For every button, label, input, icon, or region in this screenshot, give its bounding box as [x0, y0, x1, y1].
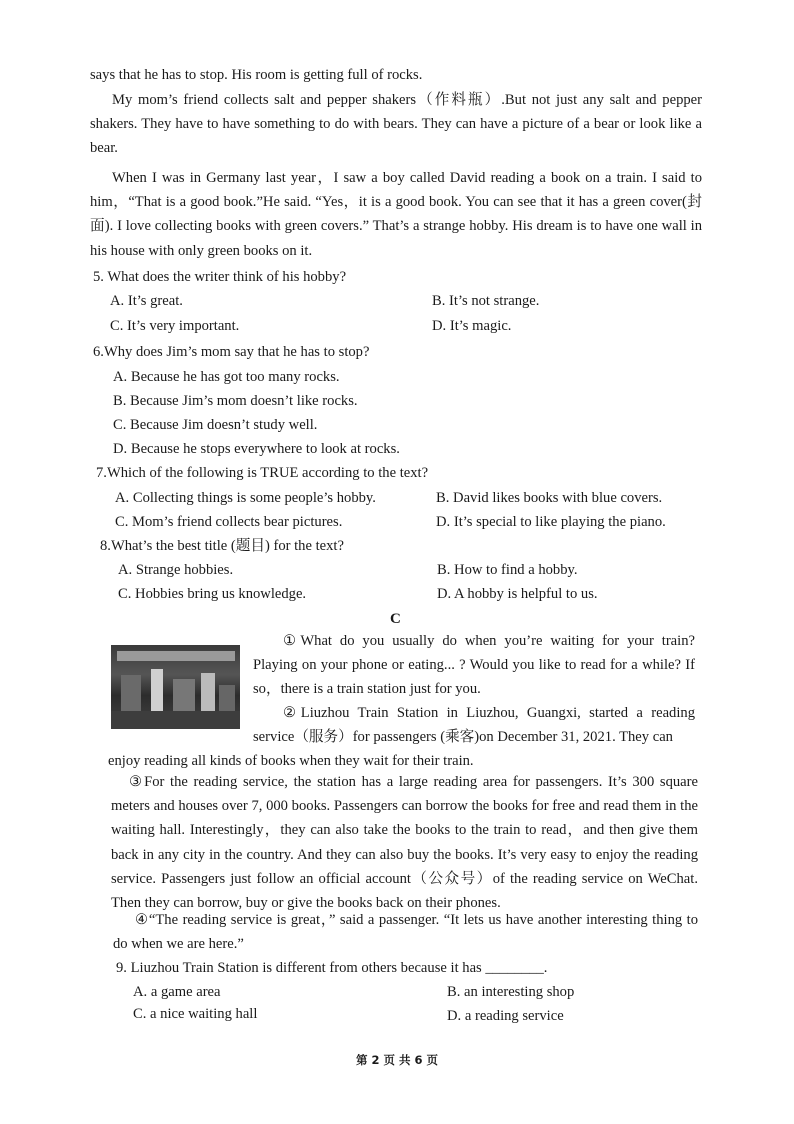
question-8-option-b: B. How to find a hobby.: [437, 562, 578, 578]
question-9-stem: 9. Liuzhou Train Station is different from others because it has ________.: [116, 960, 548, 976]
question-7-option-a: A. Collecting things is some people’s hobby.: [115, 490, 376, 506]
question-6-option-c: C. Because Jim doesn’t study well.: [113, 417, 318, 433]
question-7-option-b: B. David likes books with blue covers.: [436, 490, 663, 506]
page-number: 第 2 页 共 6 页: [355, 1053, 439, 1067]
question-8-option-c: C. Hobbies bring us knowledge.: [118, 586, 307, 602]
section-c-heading: C: [390, 611, 401, 627]
question-5-option-b: B. It’s not strange.: [432, 293, 540, 309]
passage-b-paragraph-2: When I was in Germany last year，I saw a boy called David reading a book on a train. I said to him，“That is a good book.”He said. “Yes，it is a good book. You can see that it has a green cover(封面). I love collecting books with green covers.” That’s a strange hobby. His dream is to have one wall in his house with only green books on it.: [90, 170, 702, 259]
section-c-paragraph-4: ④“The reading service is great，” said a passenger. “It lets us have another interesting thing to do when we are here.”: [113, 912, 698, 953]
passage-b-paragraph-1: My mom’s friend collects salt and pepper shakers（作料瓶）.But not just any salt and pepper shakers. They have to have something to do with bears. They can have a picture of a bear or look like a bear.: [90, 92, 702, 157]
question-9-option-d: D. a reading service: [447, 1008, 564, 1024]
section-c-paragraph-1: ①What do you usually do when you’re waiting for your train? Playing on your phone or eating... ? Would you like to read for a while? If so，there is a train station just for you.: [253, 633, 695, 698]
question-6-option-b: B. Because Jim’s mom doesn’t like rocks.: [113, 393, 358, 409]
question-7-option-c: C. Mom’s friend collects bear pictures.: [115, 514, 343, 530]
question-8-option-d: D. A hobby is helpful to us.: [437, 586, 598, 602]
section-c-paragraph-2-end: enjoy reading all kinds of books when they wait for their train.: [108, 753, 474, 769]
question-9-option-a: A. a game area: [133, 984, 221, 1000]
section-c-paragraph-2: ②Liuzhou Train Station in Liuzhou, Guangxi, started a reading service（服务）for passengers (乘客)on December 31, 2021. They can: [253, 705, 695, 746]
question-5-stem: 5. What does the writer think of his hobby?: [93, 269, 347, 285]
question-6-option-a: A. Because he has got too many rocks.: [113, 369, 340, 385]
question-5-option-c: C. It’s very important.: [110, 318, 240, 334]
question-7-option-d: D. It’s special to like playing the piano.: [436, 514, 666, 530]
question-6-stem: 6.Why does Jim’s mom say that he has to stop?: [93, 344, 370, 360]
passage-b-line-0: says that he has to stop. His room is getting full of rocks.: [90, 67, 423, 83]
question-7-stem: 7.Which of the following is TRUE according to the text?: [96, 465, 429, 481]
question-9-option-b: B. an interesting shop: [447, 984, 575, 1000]
section-c-paragraph-3: ③For the reading service, the station has a large reading area for passengers. It’s 300 square meters and houses over 7, 000 books. Passengers can borrow the books for free and read them in the waiting hall. Interestingly，they can also take the books to the train to read，and then give them back in any city in the country. And they can also buy the books. It’s very easy to enjoy the reading service. Passengers just follow an official account（公众号）of the reading service on WeChat. Then they can borrow, buy or give the books back on their phones.: [111, 774, 698, 912]
question-9-option-c: C. a nice waiting hall: [133, 1006, 258, 1022]
question-5-option-a: A. It’s great.: [110, 293, 183, 309]
question-8-option-a: A. Strange hobbies.: [118, 562, 234, 578]
question-8-stem: 8.What’s the best title (题目) for the text?: [100, 538, 344, 554]
question-5-option-d: D. It’s magic.: [432, 318, 512, 334]
question-6-option-d: D. Because he stops everywhere to look at rocks.: [113, 441, 400, 457]
train-station-photo: [111, 645, 240, 729]
